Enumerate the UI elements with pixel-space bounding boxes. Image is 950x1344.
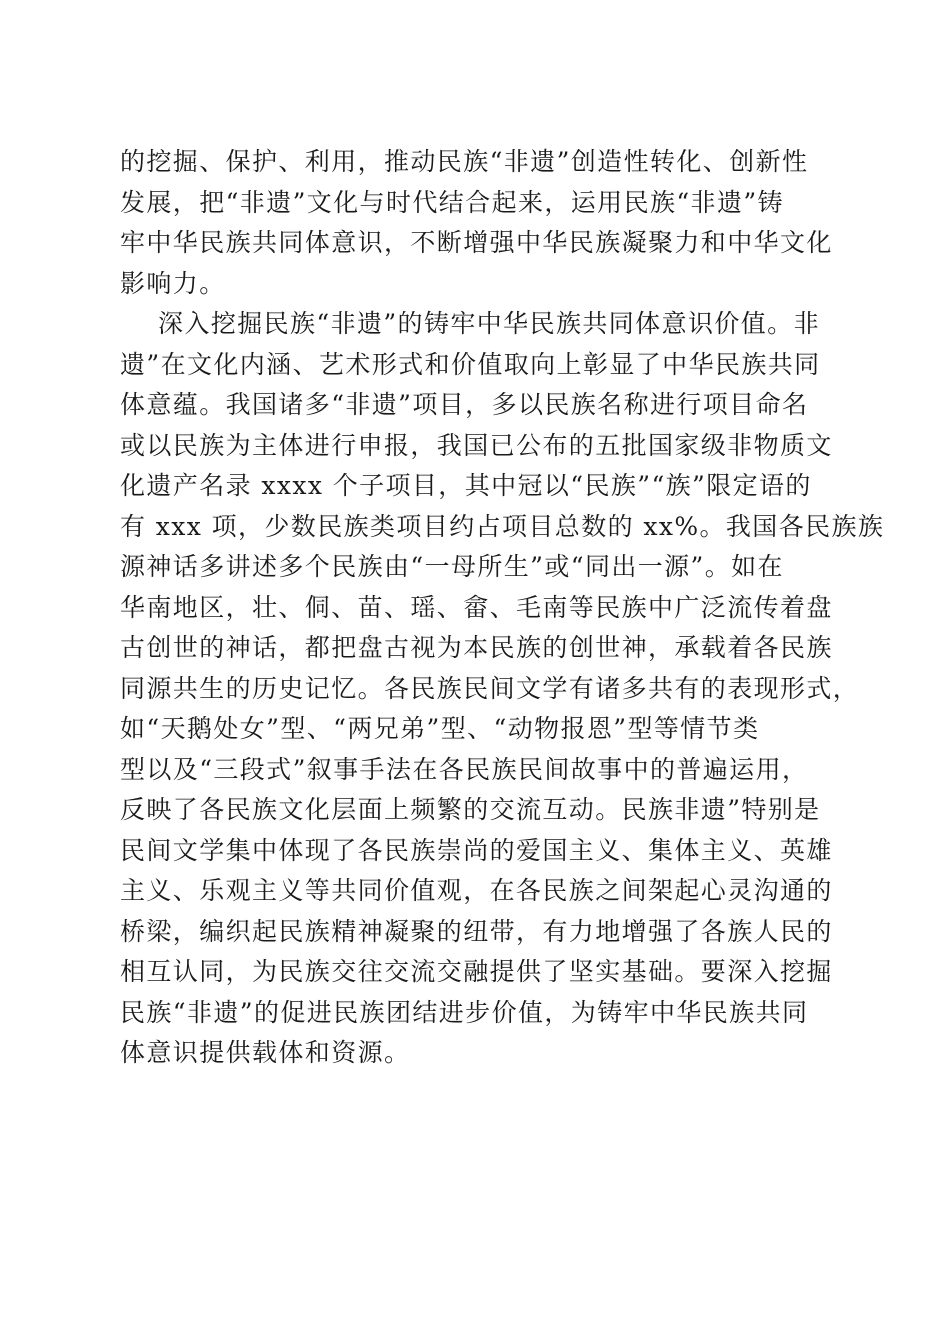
text-line: 古创世的神话，都把盘古视为本民族的创世神，承载着各民族 <box>120 633 833 662</box>
text-line: 桥梁，编织起民族精神凝聚的纽带，有力地增强了各族人民的 <box>120 916 833 946</box>
text-line: 型以及“三段式”叙事手法在各民族民间故事中的普遍运用， <box>120 754 809 784</box>
text-line: 有 xxx 项，少数民族类项目约占项目总数的 xx%。我国各民族族 <box>120 511 885 541</box>
document-body <box>120 142 885 1074</box>
text-line: 同源共生的历史记忆。各民族民间文学有诸多共有的表现形式， <box>120 673 860 703</box>
text-line: 的挖掘、保护、利用，推动民族“非遗”创造性转化、创新性 <box>120 147 809 176</box>
text-line: 深入挖掘民族“非遗”的铸牢中华民族共同体意识价值。非 <box>158 309 820 338</box>
text-line: 主义、乐观主义等共同价值观，在各民族之间架起心灵沟通的 <box>120 876 833 905</box>
paragraph-2 <box>120 304 885 1074</box>
text-line: 发展，把“非遗”文化与时代结合起来，运用民族“非遗”铸 <box>120 187 784 217</box>
paragraph-1 <box>120 142 833 304</box>
text-line: 华南地区，壮、侗、苗、瑶、畲、毛南等民族中广泛流传着盘 <box>120 592 833 622</box>
text-line: 体意蕴。我国诸多“非遗”项目，多以民族名称进行项目命名 <box>120 390 809 419</box>
text-line: 民族“非遗”的促进民族团结进步价值，为铸牢中华民族共同 <box>120 997 809 1027</box>
text-line: 如“天鹅处女”型、“两兄弟”型、“动物报恩”型等情节类 <box>120 714 760 743</box>
text-line: 或以民族为主体进行申报，我国已公布的五批国家级非物质文 <box>120 430 833 460</box>
text-line: 牢中华民族共同体意识，不断增强中华民族凝聚力和中华文化 <box>120 228 833 257</box>
text-line: 体意识提供载体和资源。 <box>120 1038 411 1067</box>
text-line: 反映了各民族文化层面上频繁的交流互动。民族非遗”特别是 <box>120 795 821 824</box>
text-line: 民间文学集中体现了各民族崇尚的爱国主义、集体主义、英雄 <box>120 835 833 865</box>
text-line: 源神话多讲述多个民族由“一母所生”或“同出一源”。如在 <box>120 552 784 581</box>
text-line: 化遗产名录 xxxx 个子项目，其中冠以“民族”“族”限定语的 <box>120 471 812 500</box>
text-line: 遗”在文化内涵、艺术形式和价值取向上彰显了中华民族共同 <box>120 349 821 379</box>
text-line: 影响力。 <box>120 268 226 298</box>
text-line: 相互认同，为民族交往交流交融提供了坚实基础。要深入挖掘 <box>120 957 833 986</box>
